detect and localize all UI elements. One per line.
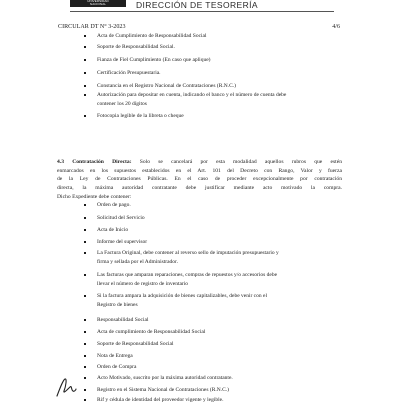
university-logo <box>70 0 126 7</box>
paragraph-line: Dicho Expediente debe contener: <box>57 193 132 200</box>
handwritten-signature <box>55 376 77 398</box>
list-item: Nota de Entrega <box>97 352 337 361</box>
list-item: Acta de Inicio <box>97 226 337 235</box>
paragraph-line: Solo se cancelará por esta modalidad aquellos rubros que estén <box>131 159 342 165</box>
list-item: Acta de cumplimiento de Responsabilidad Social <box>97 328 337 337</box>
page-number: 4/6 <box>332 24 340 30</box>
list-item: Soporte de Responsabilidad Social <box>97 340 337 349</box>
list-item: La Factura Original, debe contener al reverso sello de imputación presupuestario y firma y sellada por el Administrador. <box>97 249 341 266</box>
logo-line-2: NACIONAL <box>89 2 107 7</box>
list-item: Acta de Cumplimiento de Responsabilidad Social <box>97 32 337 41</box>
paragraph-line: de la Ley de Contrataciones Públicas. En el caso de proceder excepcionalmente por contratación <box>57 176 342 183</box>
department-title: DIRECCIÓN DE TESORERÍA <box>136 0 258 10</box>
list-item: Fotocopia legible de la libreta o cheque <box>97 112 337 121</box>
header-divider <box>70 11 334 12</box>
list-item: Orden de Compra <box>97 363 337 372</box>
logo-line-1: UNIVERSIDAD <box>87 0 109 3</box>
paragraph-line: enmarcados en los supuestos establecidos en el Art. 101 del Decreto con Rango, Valor y fuerza <box>57 167 342 174</box>
paragraph-line: directa, la máxima autoridad contratante debe justificar mediante acto motivado la compra. <box>57 185 342 192</box>
list-item: Rif y cédula de identidad del proveedor vigente y legible. <box>97 396 337 405</box>
list-item: Soporte de Responsabilidad Social. <box>97 43 337 52</box>
list-item: Solicitud del Servicio <box>97 214 337 223</box>
list-item: Las facturas que amparan reparaciones, compras de repuestos y/o accesorios debe llevar el número de registro de inventario <box>97 271 341 288</box>
list-item: Responsabilidad Social <box>97 316 337 325</box>
list-item: Fianza de Fiel Cumplimiento (En caso que aplique) <box>97 56 337 65</box>
list-item: Registro en el Sistema Nacional de Contrataciones (R.N.C.) <box>97 386 337 395</box>
list-item: Autorización para depositar en cuenta, indicando el banco y el número de cuenta debe contener los 20 dígitos <box>97 91 341 108</box>
list-item: Informe del supervisor <box>97 238 337 247</box>
circular-code: CIRCULAR DT N° 3-2023 <box>58 24 126 30</box>
list-item: Acto Motivado, suscrito por la máxima autoridad contratante. <box>97 374 337 383</box>
list-item: Orden de pago. <box>97 201 337 210</box>
list-item: Constancia en el Registro Nacional de Contrataciones (R.N.C.) <box>97 82 337 91</box>
section-heading: 4.3 Contratación Directa: <box>57 159 132 165</box>
list-item: Certificación Presupuestaria. <box>97 69 337 78</box>
section-paragraph <box>57 158 342 202</box>
list-item: Si la factura ampara la adquisición de bienes capitalizables, debe venir con el Registro de bienes <box>97 292 341 309</box>
